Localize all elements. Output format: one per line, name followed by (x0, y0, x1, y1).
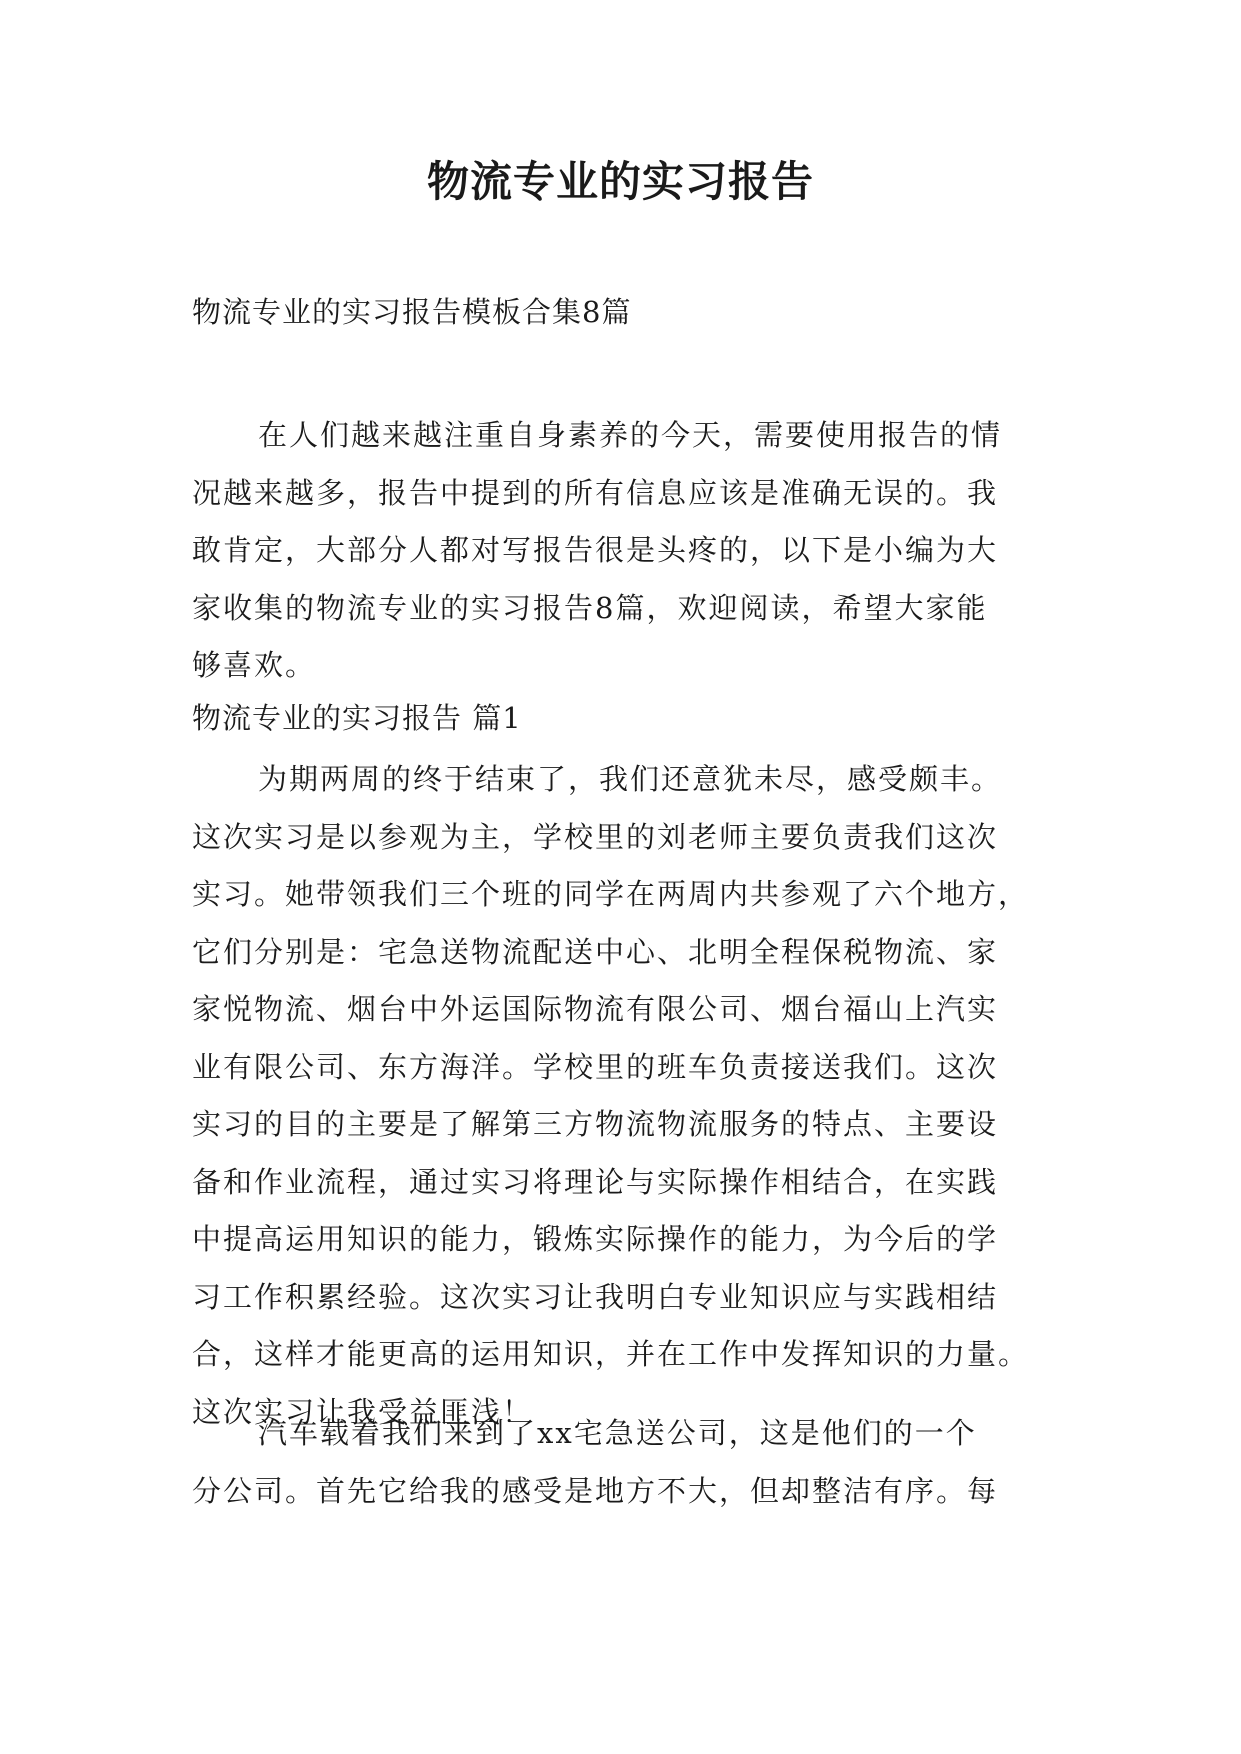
intro-line: 家收集的物流专业的实习报告8篇，欢迎阅读，希望大家能 (192, 590, 988, 625)
paragraph-line: 这次实习是以参观为主，学校里的刘老师主要负责我们这次 (192, 819, 999, 854)
intro-paragraph (192, 407, 1062, 695)
paragraph-line: 实习的目的主要是了解第三方物流物流服务的特点、主要设 (192, 1107, 999, 1141)
page-title: 物流专业的实习报告 (426, 157, 814, 206)
paragraph-line: 分公司。首先它给我的感受是地方不大，但却整洁有序。每 (192, 1473, 999, 1508)
paragraph-line: 习工作积累经验。这次实习让我明白专业知识应与实践相结 (192, 1279, 999, 1314)
section1-paragraph-2 (192, 1405, 1062, 1520)
paragraph-line: 业有限公司、东方海洋。学校里的班车负责接送我们。这次 (192, 1049, 999, 1084)
intro-line: 够喜欢。 (192, 648, 317, 682)
paragraph-line: 为期两周的终于结束了，我们还意犹未尽，感受颇丰。 (258, 762, 1003, 796)
paragraph-line: 合，这样才能更高的运用知识，并在工作中发挥知识的力量。 (192, 1337, 1030, 1371)
paragraph-line: 它们分别是：宅急送物流配送中心、北明全程保税物流、家 (192, 934, 999, 969)
paragraph-line: 家悦物流、烟台中外运国际物流有限公司、烟台福山上汽实 (192, 992, 999, 1026)
intro-line: 况越来越多，报告中提到的所有信息应该是准确无误的。我 (192, 475, 999, 510)
section1-paragraph (192, 751, 1062, 1441)
intro-line: 在人们越来越注重自身素养的今天，需要使用报告的情 (258, 418, 1003, 452)
intro-line: 敢肯定，大部分人都对写报告很是头疼的，以下是小编为大 (192, 533, 999, 567)
document-subtitle: 物流专业的实习报告模板合集8篇 (192, 295, 632, 329)
paragraph-line: 这次实习让我受益匪浅！ (192, 1394, 534, 1429)
paragraph-line: 备和作业流程，通过实习将理论与实际操作相结合，在实践 (192, 1164, 999, 1199)
paragraph-line: 实习。她带领我们三个班的同学在两周内共参观了六个地方， (192, 877, 1030, 911)
paragraph-line: 中提高运用知识的能力，锻炼实际操作的能力，为今后的学 (192, 1222, 999, 1256)
paragraph-line: 汽车载着我们来到了xx宅急送公司，这是他们的一个 (258, 1416, 977, 1450)
section-heading: 物流专业的实习报告 篇1 (192, 701, 522, 735)
